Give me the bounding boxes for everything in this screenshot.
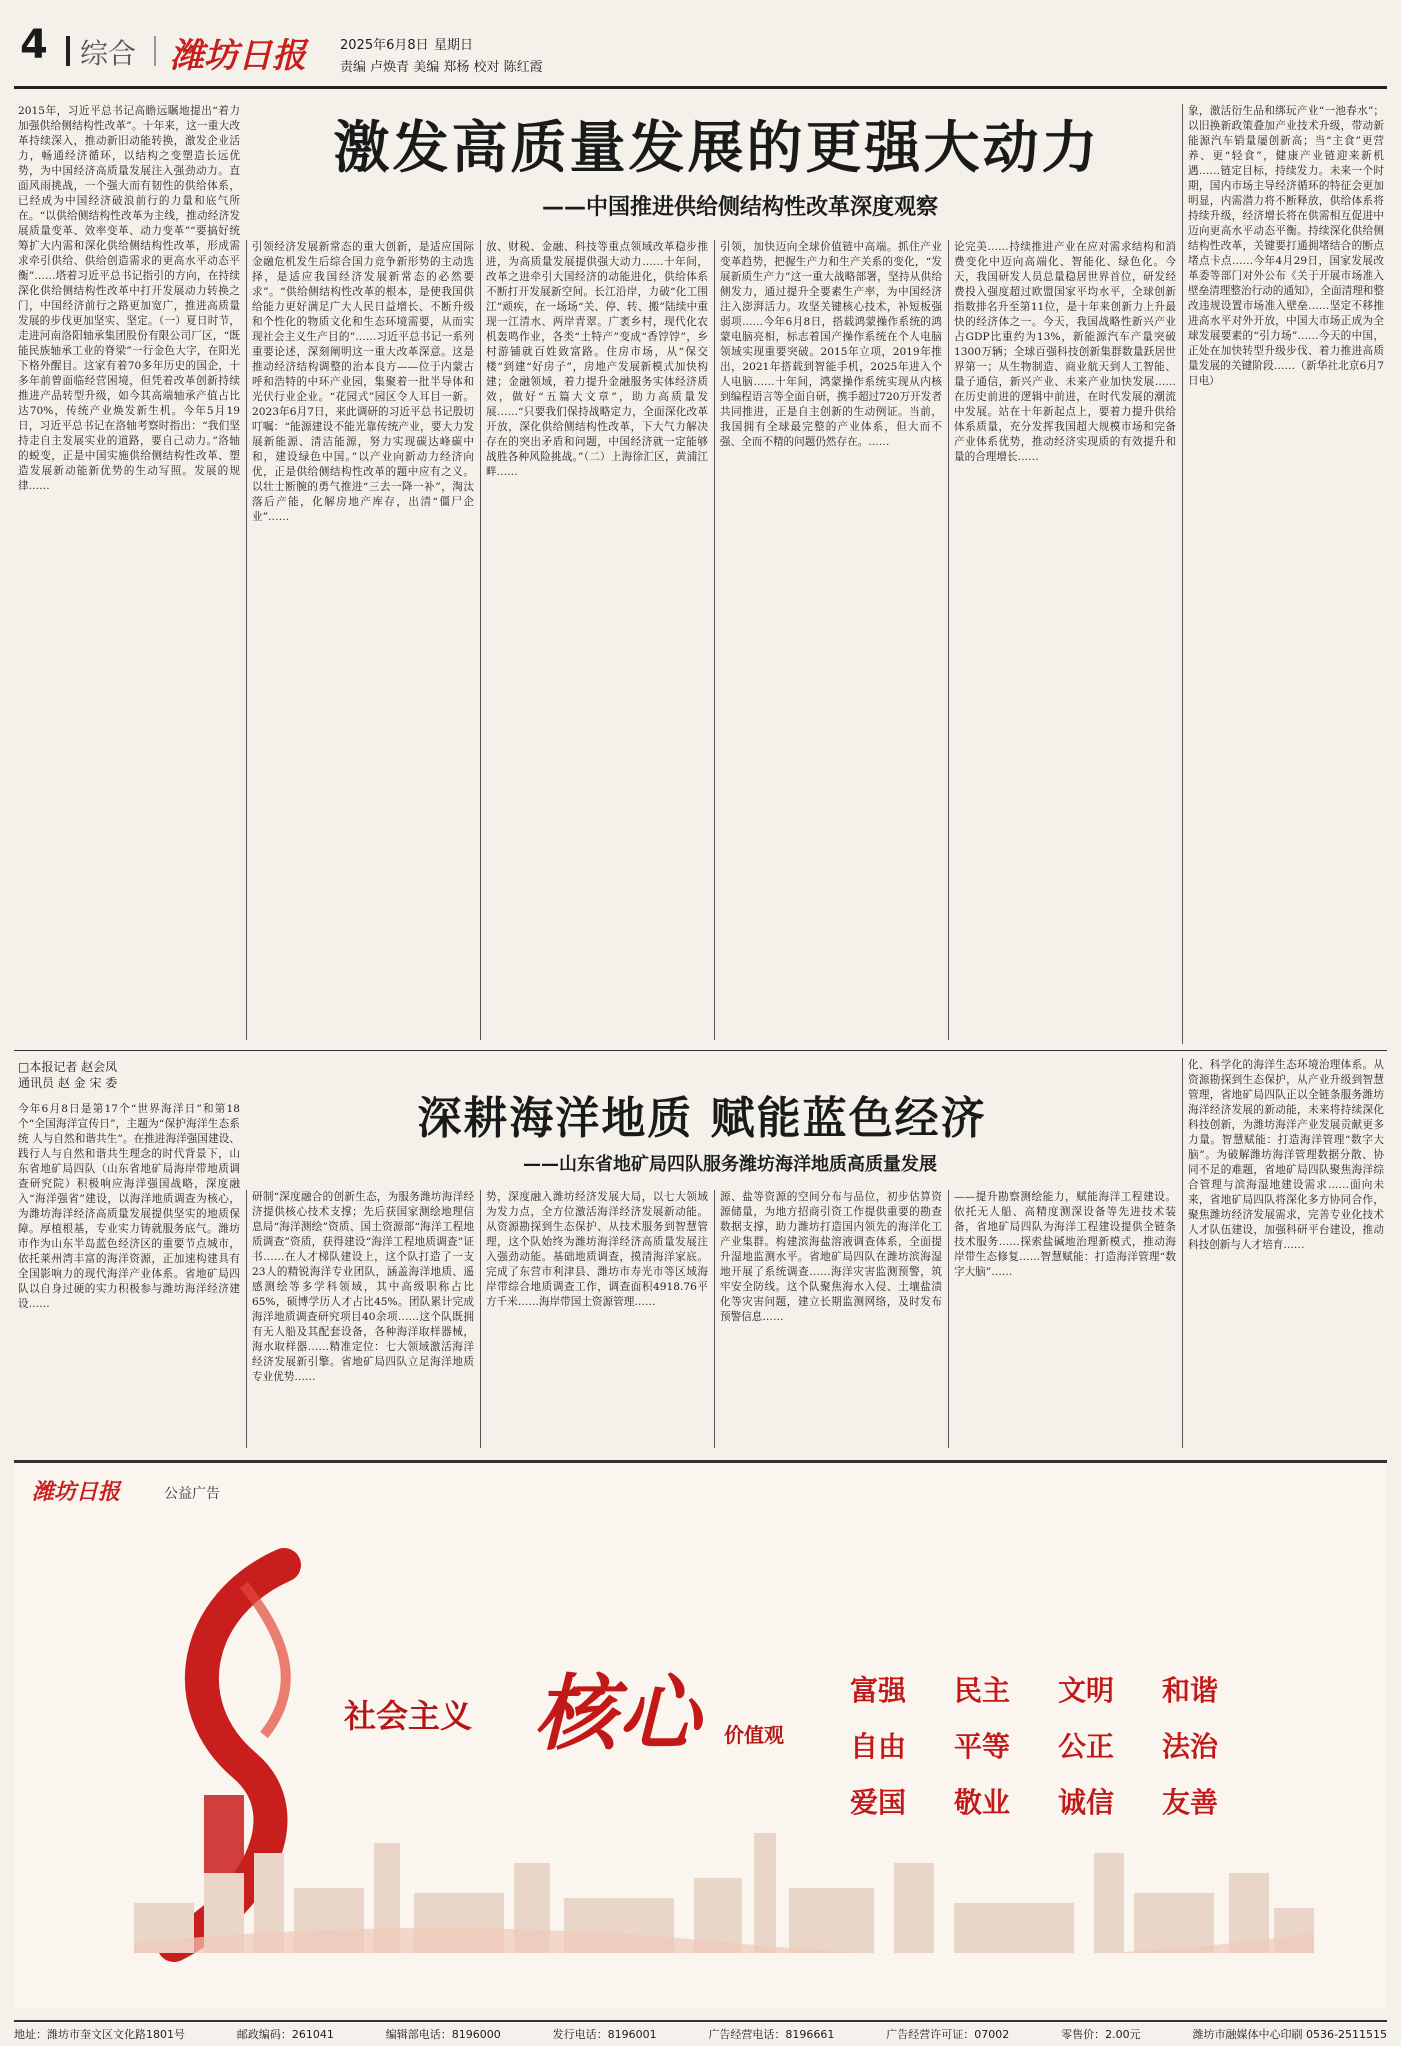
core-value: 文明 xyxy=(1058,1674,1115,1707)
ad-slogan-socialism: 社会主义 xyxy=(344,1697,473,1735)
city-skyline-illustration xyxy=(134,1793,1314,1953)
core-value: 民主 xyxy=(954,1674,1011,1707)
column-rule xyxy=(1182,1058,1183,1448)
footer-printer: 潍坊市融媒体中心印刷 0536-2511515 xyxy=(1192,2028,1387,2041)
core-value: 法治 xyxy=(1162,1730,1219,1763)
article1-column-6: 象，激活衍生品和绑玩产业“一池春水”；以旧换新政策叠加产业技术升级，带动新能源汽车销量屡创新高；当“主食”更营养、更“轻食”，健康产业链迎来新机遇……链定目标，持续发力。未来一个时期，国内市场主导经济循环的特征会更加明显，内需潜力将不断释放，供给体系将持续升级，经济增长将在供需相互促进中迈向更高水平动态平衡。持续深化供给侧结构性改革，关键要打通拥堵结合的断点堵点卡点……今年4月29日，国家发展改革委等部门对外公布《关于开展市场准入壁垒清理整治行动的通知》，全面清理和整改违规设置市场准入壁垒……坚定不移推进高水平对外开放，中国大市场正成为全球发展要素的“引力场”……今天的中国，正处在加快转型升级步伐、着力推进高质量发展的关键阶段……（新华社北京6月7日电） xyxy=(1188,105,1384,387)
footer-ad-license: 广告经营许可证：07002 xyxy=(886,2028,1010,2041)
core-value: 平等 xyxy=(954,1730,1011,1763)
core-value: 自由 xyxy=(850,1730,907,1763)
section-name: 综合 xyxy=(80,37,137,70)
newspaper-logo: 潍坊日报 xyxy=(170,36,306,76)
article2-column-5: ——提升勘察测绘能力，赋能海洋工程建设。依托无人船、高精度测深设备等先进技术装备，省地矿局四队为海洋工程建设提供全链条技术服务……探索盐碱地治理新模式，推动海岸带生态修复……智慧赋能：打造海洋管理“数字大脑”…… xyxy=(954,1191,1176,1278)
ad-newspaper-logo: 潍坊日报 xyxy=(32,1479,121,1505)
article1-column-1: 2015年，习近平总书记高瞻远瞩地提出“着力加强供给侧结构性改革”。十年来，这一重大改革持续深入，推动新旧动能转换，激发企业活力，畅通经济循环，以结构之变塑造长远优势，为中国经济高质量发展注入强劲动力。直面风雨挑战，一个强大而有韧性的供给体系，已经成为中国经济破浪前行的力量和底气所在。“以供给侧结构性改革为主线，推动经济发展质量变革、效率变革、动力变革”“要搞好统筹扩大内需和深化供给侧结构性改革，形成需求牵引供给、供给创造需求的更高水平动态平衡”……塔着习近平总书记指引的方向，在持续深化供给侧结构性改革中打开发展动力转换之门，中国经济前行之路更加宽广，推进高质量发展的步伐更加坚实、坚定。（一）夏日时节，走进河南洛阳轴承集团股份有限公司厂区，“既能民族轴承工业的脊梁”一行金色大字，在阳光下格外醒目。这家有着70多年历史的国企，十多年前曾面临经营困境，但凭着改革创新持续推进产品转型升级，如今其高端轴承产值占比达70%，传统产业焕发新生机。今年5月19日，习近平总书记在洛轴考察时指出：“我们坚持走自主发展实业的道路，要自己动力。”洛轴的蜕变，正是中国实施供给侧结构性改革、塑造发展新动能新优势的生动写照。发展的规律…… xyxy=(18,105,240,492)
column-rule xyxy=(480,1190,481,1448)
masthead xyxy=(14,14,1387,89)
footer-address: 地址：潍坊市奎文区文化路1801号 xyxy=(14,2028,185,2041)
core-value: 爱国 xyxy=(850,1786,907,1819)
column-rule xyxy=(246,240,247,1040)
page-number: 4 xyxy=(20,22,48,68)
article1-column-3: 放、财税、金融、科技等重点领域改革稳步推进，为高质量发展提供强大动力……十年间，改革之进牵引大国经济的动能进化，供给体系不断打开发展新空间。长江沿岸，力破“化工围江”顽疾，在一场场“关、停、转、搬”陆续中重现一江清水、两岸青翠。广袤乡村，现代化农机轰鸣作业，各类“土特产”变成“香饽饽”，乡村游铺就百姓致富路。住房市场，从“保交楼”到建“好房子”，房地产发展新模式加快构建；金融领域，着力提升金融服务实体经济质效，做好“五篇大文章”，助力高质量发展……“只要我们保持战略定力，全面深化改革开放，深化供给侧结构性改革，下大气力解决存在的突出矛盾和问题，中国经济就一定能够战胜各种风险挑战。”（二）上海徐汇区，黄浦江畔…… xyxy=(486,241,708,478)
masthead-divider xyxy=(66,36,70,66)
core-value: 敬业 xyxy=(954,1786,1011,1819)
article2-column-4: 源、盐等资源的空间分布与品位，初步估算资源储量，为地方招商引资工作提供重要的勘查数据支撑，助力潍坊打造国内领先的海洋化工产业集群。构建滨海盐溶液调查体系，全面提升湿地监测水平。省地矿局四队在潍坊滨海湿地开展了系统调查……海洋灾害监测预警，筑牢安全防线。这个队聚焦海水入侵、土壤盐渍化等灾害问题，建立长期监测网络，及时发布预警信息…… xyxy=(720,1191,942,1323)
article1-subtitle: ——中国推进供给侧结构性改革深度观察 xyxy=(541,195,938,220)
core-value: 诚信 xyxy=(1058,1786,1115,1819)
article2-headline: 深耕海洋地质 赋能蓝色经济 xyxy=(417,1093,987,1144)
article2-column-1: 今年6月8日是第17个“世界海洋日”和第18个“全国海洋宣传日”，主题为“保护海洋生态系统 人与自然和谐共生”。在推进海洋强国建设、践行人与自然和谐共生理念的时代背景下，山东省地矿局四队（山东省地矿局海岸带地质调查研究院）积极响应海洋强国战略，深度融入“海洋强省”建设，以海洋地质调查为核心，为潍坊海洋经济高质量发展提供坚实的地质保障。厚植根基，专业实力铸就服务底气。潍坊市作为山东半岛蓝色经济区的重要节点城市，依托莱州湾丰富的海洋资源，正加速构建具有全国影响力的现代海洋产业体系。省地矿局四队以自身过硬的实力积极参与潍坊海洋经济建设…… xyxy=(18,1103,240,1310)
article2-byline-reporter: □本报记者 赵会凤 xyxy=(18,1060,118,1074)
core-value: 公正 xyxy=(1058,1730,1115,1763)
ad-slogan-core: 核心 xyxy=(534,1666,702,1762)
editor-credits: 责编 卢焕青 美编 郑杨 校对 陈红霞 xyxy=(340,60,543,75)
core-value: 友善 xyxy=(1162,1786,1219,1819)
footer-postcode: 邮政编码：261041 xyxy=(236,2028,334,2041)
article1-column-4: 引领，加快迈向全球价值链中高端。抓住产业变革趋势，把握生产力和生产关系的变化，“发展新质生产力”这一重大战略部署，坚持从供给侧发力，通过提升全要素生产率，为中国经济注入澎湃活力。攻坚关键核心技术，补短板强弱项……今年6月8日，搭载鸿蒙操作系统的鸿蒙电脑亮相，标志着国产操作系统在个人电脑领域实现重要突破。2015年立项，2019年推出，2021年搭载到智能手机，2025年进入个人电脑……十年间，鸿蒙操作系统实现从内核到编程语言等全面自研，携手超过720万开发者共同推进，正是自主创新的生动例证。当前，我国拥有全球最完整的产业体系，但大而不强、全而不精的问题仍然存在。…… xyxy=(720,241,942,448)
column-rule xyxy=(948,240,949,1040)
column-rule xyxy=(480,240,481,1040)
core-value: 和谐 xyxy=(1162,1674,1219,1707)
article1-column-5: 论完美……持续推进产业在应对需求结构和消费变化中迈向高端化、智能化、绿色化。今天，我国研发人员总量稳居世界首位，研发经费投入强度超过欧盟国家平均水平，全球创新指数排名升至第11位，是十年来创新力上升最快的经济体之一。今天，我国战略性新兴产业占GDP比重约为13%，新能源汽车产量突破1300万辆；全球百强科技创新集群数量跃居世界第一；从生物制造、商业航天到人工智能、量子通信，新兴产业、未来产业加快发展……在历史前进的逻辑中前进，在时代发展的潮流中发展。站在十年新起点上，要着力提升供给体系质量，充分发挥我国超大规模市场和完备产业体系优势，推动经济实现质的有效提升和量的合理增长…… xyxy=(954,241,1176,463)
footer-editorial-phone: 编辑部电话：8196000 xyxy=(385,2028,501,2041)
column-rule xyxy=(1182,104,1183,1044)
footer-distribution-phone: 发行电话：8196001 xyxy=(552,2028,657,2041)
column-rule xyxy=(714,240,715,1040)
column-rule xyxy=(246,1190,247,1448)
article2-column-2: 研制“深度融合的创新生态，为服务潍坊海洋经济提供核心技术支撑；先后获国家测绘地理信息局“海洋测绘”资质、国土资源部“海洋工程地质调查”资质，获得建设“海洋工程地质调查”证书……在人才梯队建设上，这个队打造了一支23人的精锐海洋专业团队，涵盖海洋地质、遥感测绘等多学科领域，其中高级职称占比65%，硕博学历人才占比45%。团队累计完成海洋地质调查研究项目40余项……这个队既拥有无人船及其配套设备，各种海洋取样器械，海水取样器……精准定位：七大领域激活海洋经济发展新引擎。省地矿局四队立足海洋地质专业优势…… xyxy=(252,1191,474,1383)
core-value: 富强 xyxy=(850,1674,907,1707)
article2-column-3: 势，深度融入潍坊经济发展大局，以七大领域为发力点，全方位激活海洋经济发展新动能。从资源勘探到生态保护、从技术服务到智慧管理，这个队始终为潍坊海洋经济高质量发展注入强劲动能。基础地质调查，摸清海洋家底。完成了东营市利津县、潍坊市寿光市等区域海岸带综合地质调查工作，调查面积4918.76平方千米……海岸带国土资源管理…… xyxy=(486,1191,708,1308)
article1-column-2: 引领经济发展新常态的重大创新，是适应国际金融危机发生后综合国力竞争新形势的主动选择，是适应我国经济发展新常态的必然要求”。“供给侧结构性改革的根本，是使我国供给能力更好满足广大人民日益增长、不断升级和个性化的物质文化和生态环境需要，从而实现社会主义生产目的”……习近平总书记一系列重要论述，深刻阐明这一重大改革深意。这是推动经济结构调整的治本良方——位于内蒙古呼和浩特的中环产业园，集聚着一批半导体和光伏行业企业。“花园式”园区令人耳目一新。2023年6月7日，来此调研的习近平总书记殷切叮嘱：“能源建设不能光靠传统产业，要大力发展新能源、清洁能源，努力实现碳达峰碳中和，建设绿色中国。”以产业向新动力经济向优，正是供给侧结构性改革的题中应有之义。以壮士断腕的勇气推进“三去一降一补”，淘汰落后产能，化解房地产库存，出清“僵尸企业”…… xyxy=(252,241,474,523)
article2-column-6: 化、科学化的海洋生态环境治理体系。从资源勘探到生态保护，从产业升级到智慧管理，省地矿局四队正以全链条服务潍坊海洋经济发展的新动能，未来将持续深化科技创新，为潍坊海洋产业发展贡献更多力量。智慧赋能：打造海洋管理“数字大脑”。为破解潍坊海洋管理数据分散、协同不足的难题，省地矿局四队聚焦海洋综合管理与滨海湿地建设需求……面向未来，省地矿局四队将深化多方协同合作，聚焦潍坊经济发展需求，完善专业化技术人才队伍建设，加强科研平台建设，推动科技创新与人才培育…… xyxy=(1188,1059,1384,1251)
article-separator xyxy=(14,1050,1387,1051)
ad-slogan-values: 价值观 xyxy=(724,1723,784,1747)
footer-price: 零售价：2.00元 xyxy=(1061,2028,1141,2041)
public-service-ad xyxy=(14,1460,1387,2008)
issue-weekday: 星期日 xyxy=(434,38,474,53)
article1-headline: 激发高质量发展的更强大动力 xyxy=(333,115,1101,181)
column-rule xyxy=(948,1190,949,1448)
article2-byline-correspondents: 通讯员 赵 金 宋 委 xyxy=(18,1076,118,1090)
footer-ad-phone: 广告经营电话：8196661 xyxy=(708,2028,835,2041)
issue-date: 2025年6月8日 xyxy=(340,38,429,53)
column-rule xyxy=(714,1190,715,1448)
page-footer xyxy=(14,2020,1387,2040)
ad-type-label: 公益广告 xyxy=(164,1486,220,1502)
masthead-divider-thin xyxy=(154,36,156,66)
article2-subtitle: ——山东省地矿局四队服务潍坊海洋地质高质量发展 xyxy=(523,1154,937,1175)
